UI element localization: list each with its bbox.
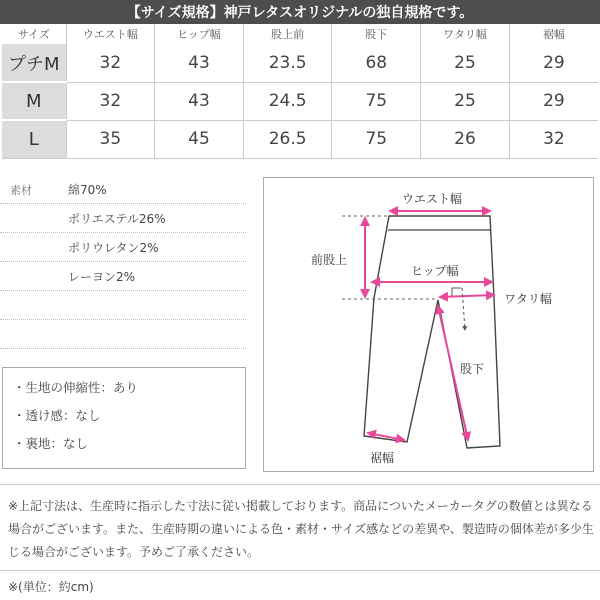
measurement-note: ※上記寸法は、生産時に指示した寸法に従い掲載しております。商品についたメーカータグの数値とは異なる場合がございます。また、生産時期の違いによる色・素材・サイズ感などの差異や、製造時の個体差が多少生じる場合がございます。予めご了承ください。 bbox=[8, 499, 594, 559]
material-row bbox=[0, 320, 246, 349]
table-cell: 26.5 bbox=[243, 120, 332, 158]
hip-label: ヒップ幅 bbox=[411, 264, 459, 278]
measurement-diagram bbox=[263, 177, 594, 472]
col-header: ヒップ幅 bbox=[155, 24, 244, 44]
material-list bbox=[0, 175, 246, 349]
fabric-properties bbox=[2, 367, 246, 469]
col-header: サイズ bbox=[2, 24, 66, 44]
table-cell: 43 bbox=[155, 82, 244, 120]
table-row bbox=[2, 44, 598, 82]
size-label: L bbox=[2, 120, 66, 158]
table-cell: 26 bbox=[421, 120, 510, 158]
inseam-label: 股下 bbox=[460, 362, 485, 376]
col-header: 股下 bbox=[332, 24, 421, 44]
table-cell: 24.5 bbox=[243, 82, 332, 120]
size-table-header bbox=[2, 24, 598, 44]
table-cell: 35 bbox=[66, 120, 155, 158]
material-item: ポリエステル26% bbox=[68, 212, 166, 226]
table-cell: 29 bbox=[509, 44, 598, 82]
table-cell: 68 bbox=[332, 44, 421, 82]
material-item: レーヨン2% bbox=[68, 270, 136, 284]
size-table bbox=[2, 24, 598, 159]
col-header: 股上前 bbox=[243, 24, 332, 44]
hem-label: 裾幅 bbox=[370, 451, 395, 465]
table-cell: 32 bbox=[66, 82, 155, 120]
material-item: 綿70% bbox=[68, 183, 107, 197]
divider bbox=[0, 484, 600, 485]
material-row bbox=[0, 262, 246, 291]
size-spec-banner: 【サイズ規格】神戸レタスオリジナルの独自規格です。 bbox=[0, 0, 600, 24]
table-cell: 45 bbox=[155, 120, 244, 158]
table-cell: 32 bbox=[509, 120, 598, 158]
table-cell: 75 bbox=[332, 120, 421, 158]
table-cell: 43 bbox=[155, 44, 244, 82]
property-sheer: ・透け感：なし bbox=[13, 408, 101, 423]
size-label: M bbox=[2, 82, 66, 120]
material-row bbox=[0, 291, 246, 320]
table-cell: 25 bbox=[421, 82, 510, 120]
col-header: 裾幅 bbox=[509, 24, 598, 44]
property-stretch: ・生地の伸縮性：あり bbox=[13, 380, 139, 395]
unit-note: ※(単位：約cm) bbox=[8, 580, 94, 594]
table-cell: 75 bbox=[332, 82, 421, 120]
table-cell: 32 bbox=[66, 44, 155, 82]
pants-outline bbox=[364, 216, 500, 448]
table-cell: 25 bbox=[421, 44, 510, 82]
material-label: 素材 bbox=[10, 184, 32, 197]
size-label: プチM bbox=[2, 44, 66, 82]
waist-label: ウエスト幅 bbox=[402, 192, 463, 206]
material-item: ポリウレタン2% bbox=[68, 241, 159, 255]
table-row bbox=[2, 120, 598, 158]
material-row bbox=[0, 175, 246, 204]
table-cell: 23.5 bbox=[243, 44, 332, 82]
material-row bbox=[0, 233, 246, 262]
material-row bbox=[0, 204, 246, 233]
property-lining: ・裏地：なし bbox=[13, 436, 89, 451]
col-header: ウエスト幅 bbox=[66, 24, 155, 44]
table-row bbox=[2, 82, 598, 120]
pants-illustration bbox=[264, 178, 595, 473]
rise-label: 前股上 bbox=[311, 253, 348, 267]
divider bbox=[0, 570, 600, 571]
table-cell: 29 bbox=[509, 82, 598, 120]
thigh-label: ワタリ幅 bbox=[504, 292, 552, 306]
col-header: ワタリ幅 bbox=[421, 24, 510, 44]
